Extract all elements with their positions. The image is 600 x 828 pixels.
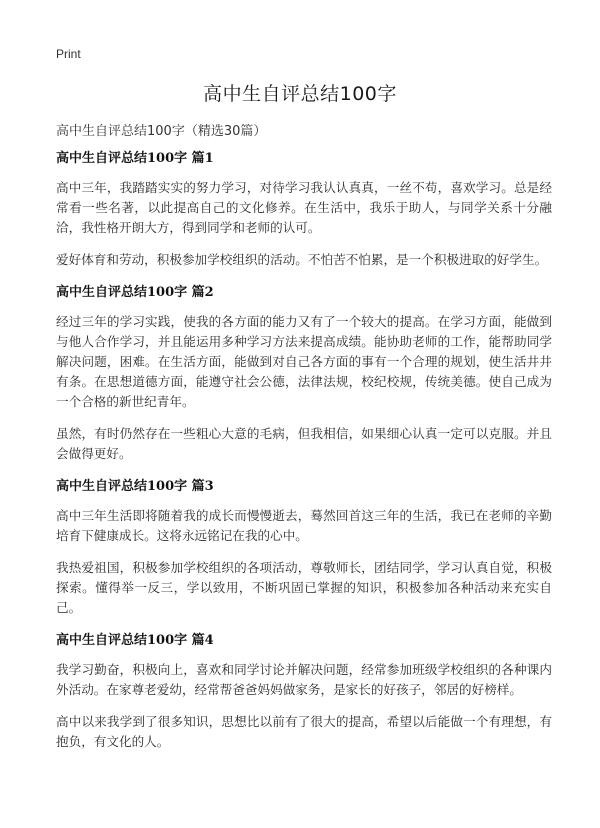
section-2: [56, 284, 552, 464]
paragraph: 爱好体育和劳动，积极参加学校组织的活动。不怕苦不怕累，是一个积极进取的好学生。: [56, 252, 548, 267]
paragraph: 高中三年生活即将随着我的成长而慢慢逝去，蓦然回首这三年的生活，我已在老师的辛勤培育下健康成长。这将永远铭记在我的心中。: [56, 508, 552, 543]
section-1: [56, 150, 552, 270]
paragraph: 高中以来我学到了很多知识，思想比以前有了很大的提高，希望以后能做一个有理想，有抱负，有文化的人。: [56, 714, 552, 749]
section-heading: 高中生自评总结100字 篇3: [56, 479, 214, 494]
page-subtitle: 高中生自评总结100字（精选30篇）: [56, 124, 267, 139]
section-heading: 高中生自评总结100字 篇2: [56, 285, 214, 300]
paragraph: 高中三年，我踏踏实实的努力学习，对待学习我认认真真，一丝不苟，喜欢学习。总是经常看一些名著，以此提高自己的文化修养。在生活中，我乐于助人，与同学关系十分融洽，我性格开朗大方，得到同学和老师的认可。: [56, 180, 552, 235]
section-4: [56, 632, 552, 752]
paragraph: 虽然，有时仍然存在一些粗心大意的毛病，但我相信，如果细心认真一定可以克服。并且会做得更好。: [56, 426, 552, 461]
paragraph: 我热爱祖国，积极参加学校组织的各项活动，尊敬师长，团结同学，学习认真自觉，积极探索。懂得举一反三，学以致用，不断巩固已掌握的知识，积极参加各种活动来充实自己。: [56, 560, 552, 615]
section-3: [56, 478, 552, 618]
paragraph: 我学习勤奋，积极向上，喜欢和同学讨论并解决问题，经常参加班级学校组织的各种课内外活动。在家尊老爱幼，经常帮爸爸妈妈做家务，是家长的好孩子，邻居的好榜样。: [56, 662, 552, 697]
print-link[interactable]: Print: [56, 47, 81, 61]
section-heading: 高中生自评总结100字 篇1: [56, 151, 214, 166]
article-body: [56, 150, 552, 766]
page-title: 高中生自评总结100字: [203, 83, 397, 105]
section-heading: 高中生自评总结100字 篇4: [56, 633, 214, 648]
paragraph: 经过三年的学习实践，使我的各方面的能力又有了一个较大的提高。在学习方面，能做到与他人合作学习，并且能运用多种学习方法来提高成绩。能协助老师的工作，能帮助同学解决问题，困难。在生活方面，能做到对自己各方面的事有一个合理的规划，使生活井井有条。在思想道德方面，能遵守社会公德，法律法规，校纪校规，传统美德。使自己成为一个合格的新世纪青年。: [56, 314, 552, 409]
